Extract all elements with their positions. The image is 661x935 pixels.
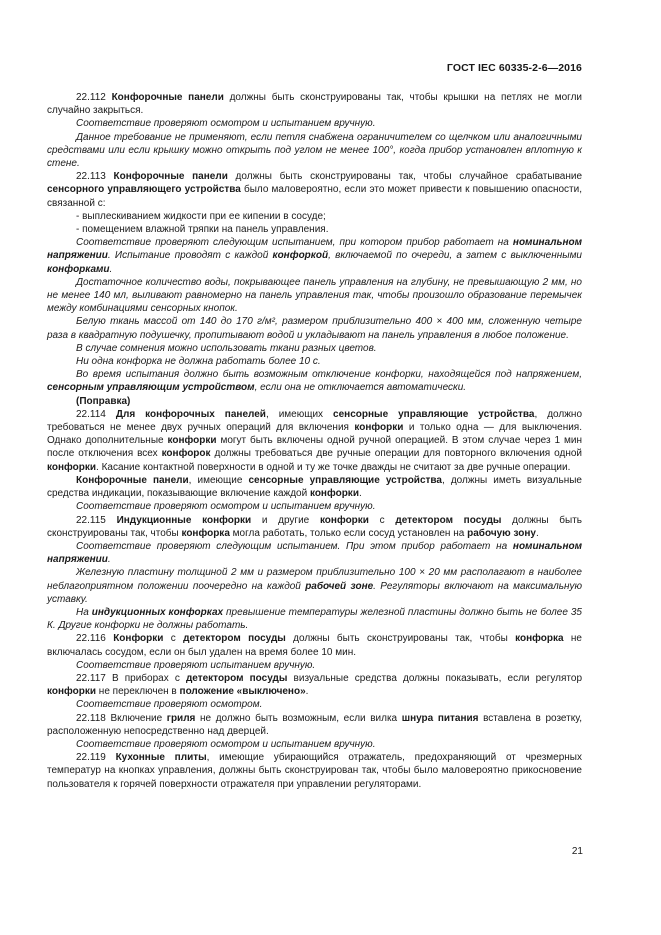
paragraph <box>47 659 582 672</box>
bold-term: индукционных конфорках <box>91 606 224 618</box>
text-run: В случае сомнения можно использовать ткани разных цветов. <box>76 342 377 354</box>
bold-term: Индукционные конфорки <box>116 514 252 526</box>
bold-term: сенсорным управляющим устройством <box>47 382 255 394</box>
paragraph <box>47 712 582 738</box>
bold-term: Кухонные плиты <box>115 752 207 764</box>
text-run: - выплескиванием жидкости при ее кипении в сосуде; <box>76 210 326 222</box>
bold-term: рабочую зону <box>467 527 536 539</box>
paragraph <box>47 315 582 341</box>
text-run: . <box>107 554 111 566</box>
paragraph <box>47 566 582 606</box>
bold-term: конфорка <box>181 527 230 539</box>
paragraph <box>47 368 582 394</box>
bold-term: конфоркой <box>272 250 329 262</box>
bold-term: шнура питания <box>401 712 479 724</box>
text-run: Ни одна конфорка не должна работать более 10 с. <box>76 356 321 368</box>
text-run: с <box>368 514 396 526</box>
bold-term: рабочей зоне <box>305 580 374 592</box>
bold-term: конфорка <box>515 633 564 645</box>
bold-term: конфорок <box>161 448 211 460</box>
paragraph <box>47 500 582 513</box>
text-run: с <box>163 633 184 645</box>
bold-term: сенсорные управляющие устройства <box>248 474 442 486</box>
text-run: Соответствие проверяют следующим испытанием, при котором прибор работает на <box>76 237 513 249</box>
text-run: Достаточное количество воды, покрывающее панель управления на глубину, не превышающую 2 мм, но не менее 140 мл, выливают равномерно на панель управления так, чтобы произошло образование перемычек между комбинациями сенсорных кнопок. <box>47 276 582 315</box>
text-run: и другие <box>251 514 320 526</box>
text-run: - помещением влажной тряпки на панель управления. <box>76 224 329 236</box>
text-run: вставлена в розетку, расположенную непосредственно над дверцей. <box>47 712 582 737</box>
bold-term: номинальном напряжении <box>47 540 582 566</box>
paragraph <box>47 276 582 316</box>
paragraph <box>47 632 582 658</box>
text-run: Соответствие проверяют осмотром и испытанием вручную. <box>76 738 376 750</box>
paragraph <box>47 395 582 408</box>
bold-term: конфорки <box>319 514 369 526</box>
paragraph <box>47 738 582 751</box>
paragraph <box>47 751 582 791</box>
paragraph <box>47 131 582 171</box>
text-run: Железную пластину толщиной 2 мм и размером приблизительно 100 × 20 мм располагают в наиболее неблагоприятном положении поочередно на каждой <box>47 567 582 592</box>
bold-term: конфорки <box>47 686 97 698</box>
text-run: . <box>535 527 539 539</box>
text-run: Во время испытания должно быть возможным отключение конфорки, находящейся под напряжением, <box>76 369 582 381</box>
paragraph <box>47 698 582 711</box>
bold-term: Для конфорочных панелей <box>115 408 266 420</box>
text-run: На <box>76 606 92 618</box>
paragraph <box>47 606 582 632</box>
text-run: могут быть включены одной ручной операцией. В этом случае через 1 мин после отключения всех <box>47 435 582 460</box>
bold-term: конфорки <box>167 435 217 447</box>
text-run: , имеющие <box>188 474 249 486</box>
text-run: должны быть сконструированы так, чтобы <box>47 514 583 539</box>
text-run: 22.114 <box>76 408 116 420</box>
paragraph <box>47 170 582 210</box>
bold-term: конфорками <box>47 263 110 275</box>
text-run: . <box>358 488 362 500</box>
paragraph <box>47 117 582 130</box>
bold-term: Конфорочные панели <box>111 92 224 103</box>
text-run: должны быть сконструированы так, чтобы крышки на петлях не могли случайно закрыться. <box>47 92 583 117</box>
bold-term: детектором посуды <box>395 514 502 526</box>
text-run: Белую ткань массой от 140 до 170 г/м² <box>76 316 275 328</box>
text-run: Данное требование не применяют, если петля снабжена ограничителем со щелчком или аналогичными средствами или если крышку можно открыть под углом не менее 100°, когда прибор установлен вплотную к стене. <box>47 131 582 170</box>
text-run: визуальные средства должны показывать, если регулятор <box>287 672 583 684</box>
text-run: . <box>305 686 309 698</box>
bold-term: гриля <box>166 712 196 724</box>
paragraph <box>47 223 582 236</box>
text-run: , если она не отключается автоматически. <box>254 382 467 394</box>
text-run: 22.115 <box>76 514 117 526</box>
text-run: Соответствие проверяют испытанием вручную. <box>76 659 316 671</box>
text-run: должны быть сконструированы так, чтобы <box>285 633 516 645</box>
bold-term: номинальном напряжении <box>47 237 582 262</box>
paragraph <box>47 514 582 540</box>
paragraph <box>47 91 582 117</box>
text-run: превышение температуры железной пластины должно быть не более 35 К. Другие конфорки не должны работать. <box>47 606 582 632</box>
text-run: не должно быть возможным, если вилка <box>195 712 402 724</box>
paragraph <box>47 342 582 355</box>
text-run: могла работать, только если сосуд установлен на <box>229 527 468 539</box>
text-run: , включаемой по очереди, а затем с выключенными <box>328 250 582 262</box>
text-run: . Регуляторы включают на максимальную уставку. <box>47 580 582 605</box>
text-run: было маловероятно, если это может привести к повышению опасности, связанной с: <box>47 184 582 209</box>
paragraph <box>47 236 582 276</box>
bold-term: сенсорные управляющие устройства <box>333 408 535 420</box>
paragraph <box>47 355 582 368</box>
text-run: , размером приблизительно 400 × 400 мм, сложенную четыре раза в квадратную подушечку, пропитывают водой и укладывают на панель управления в любое положение. <box>47 316 582 341</box>
text-run: должны требоваться две ручные операции для повторного включения одной <box>210 448 582 460</box>
bold-term: конфорки <box>354 422 404 434</box>
paragraph <box>47 672 582 698</box>
text-run: Соответствие проверяют следующим испытанием. При этом прибор работает на <box>76 540 513 552</box>
bold-term: Конфорки <box>113 633 164 645</box>
paragraph <box>47 540 582 566</box>
bold-term: Конфорочные панели <box>76 474 189 486</box>
document-body <box>47 91 582 791</box>
paragraph <box>47 408 582 474</box>
bold-term: Конфорочные панели <box>113 171 228 183</box>
text-run: . <box>109 263 113 275</box>
text-run: , имеющие убирающийся отражатель, предохраняющий от чрезмерных температур на кнопках управления, должны быть сконструирован так, чтобы было маловероятно прикосновение пользователя к горячей поверхности отражателя при управлении регуляторами. <box>47 752 582 790</box>
text-run: 22.118 Включение <box>76 712 167 724</box>
text-run: 22.119 <box>76 752 116 764</box>
bold-term: сенсорного управляющего устройства <box>47 184 241 196</box>
text-run: 22.117 В приборах с <box>76 672 186 684</box>
text-run: и только одна — для выключения. Однако дополнительные <box>47 422 582 447</box>
text-run: Соответствие проверяют осмотром и испытанием вручную. <box>76 501 376 513</box>
text-run: . Касание контактной поверхности в одной и ту же точке дважды не считают за две ручные операции. <box>96 461 571 473</box>
text-run: должны быть сконструированы так, чтобы случайное срабатывание <box>227 171 583 183</box>
paragraph <box>47 210 582 223</box>
text-run: не включалась сосудом, если он был удален на время более 10 мин. <box>47 633 582 658</box>
bold-term: положение «выключено» <box>179 686 306 698</box>
text-run: 22.113 <box>76 171 114 183</box>
text-run: Соответствие проверяют осмотром и испытанием вручную. <box>76 118 376 130</box>
paragraph <box>47 474 582 500</box>
text-run: . Испытание проводят с каждой <box>107 250 273 262</box>
bold-term: (Поправка) <box>76 395 131 407</box>
text-run: 22.112 <box>76 92 112 103</box>
bold-term: конфорки <box>309 488 359 500</box>
text-run: , должно требоваться не менее двух ручных операций для включения <box>47 408 583 434</box>
page-number: 21 <box>571 846 583 857</box>
text-run: 22.116 <box>76 633 114 645</box>
document-header: ГОСТ IEC 60335-2-6—2016 <box>446 62 582 74</box>
text-run: , имеющих <box>265 408 334 420</box>
bold-term: детектором посуды <box>183 633 286 645</box>
text-run: Соответствие проверяют осмотром. <box>76 699 263 711</box>
bold-term: детектором посуды <box>185 672 288 684</box>
bold-term: конфорки <box>47 461 97 473</box>
text-run: не переключен в <box>96 686 180 698</box>
text-run: , должны иметь визуальные средства индикации, показывающие включение каждой <box>47 474 582 500</box>
